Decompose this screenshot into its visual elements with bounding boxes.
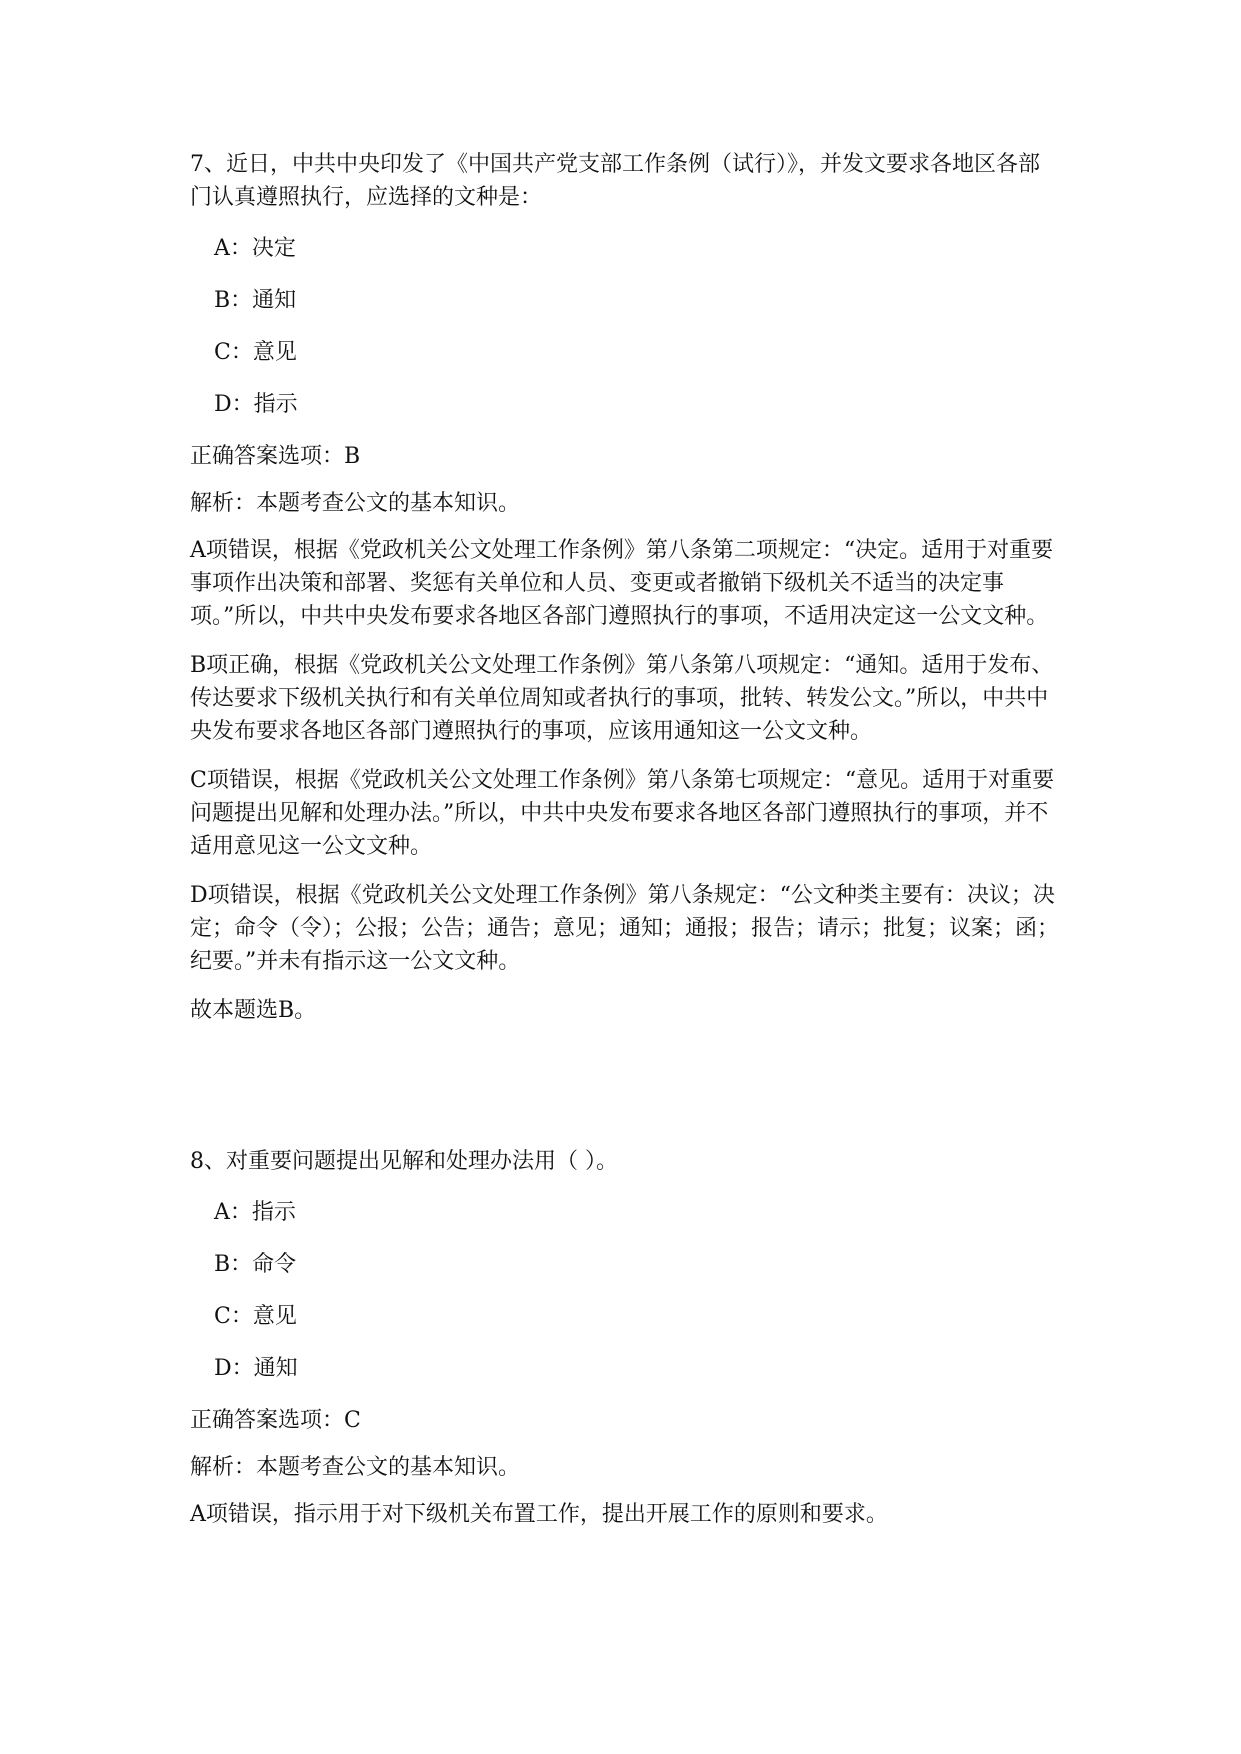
option-b — [190, 1248, 1060, 1282]
analysis-intro: 解析：本题考查公文的基本知识。 — [190, 491, 521, 516]
analysis-paragraph-c: C项错误，根据《党政机关公文处理工作条例》第八条第七项规定：“意见。适用于对重要问题提出见解和处理办法。”所以，中共中央发布要求各地区各部门遵照执行的事项，并不适用意见这一公文文种。 — [190, 768, 1055, 859]
option-text: 通知 — [252, 288, 297, 313]
option-d — [190, 1352, 1060, 1386]
question-7 — [190, 148, 1060, 1027]
question-text: 7、近日，中共中央印发了《中国共产党支部工作条例（试行）》，并发文要求各地区各部门认真遵照执行，应选择的文种是： — [190, 152, 1041, 210]
question-8 — [190, 1145, 1060, 1531]
option-a — [190, 1196, 1060, 1230]
option-text: 通知 — [253, 1356, 298, 1381]
analysis-intro: 解析：本题考查公文的基本知识。 — [190, 1455, 521, 1480]
option-list — [190, 1196, 1060, 1386]
option-b — [190, 284, 1060, 318]
option-text: 指示 — [253, 392, 298, 417]
option-text: 指示 — [251, 1200, 296, 1225]
option-a — [190, 232, 1060, 266]
option-text: 命令 — [252, 1252, 297, 1277]
correct-answer: 正确答案选项：B — [190, 444, 361, 469]
question-text: 8、对重要问题提出见解和处理办法用（ ）。 — [190, 1149, 618, 1174]
option-letter: A： — [214, 236, 252, 261]
analysis-paragraph-d: D项错误，根据《党政机关公文处理工作条例》第八条规定：“公文种类主要有：决议；决定；命令（令）；公报；公告；通告；意见；通知；通报；报告；请示；批复；议案；函；纪要。”并未有指示这一公文文种。 — [190, 883, 1060, 974]
document-page — [190, 148, 1060, 1547]
option-list — [190, 232, 1060, 422]
option-letter: B： — [214, 288, 253, 313]
option-letter: C： — [214, 340, 253, 365]
correct-answer: 正确答案选项：C — [190, 1408, 361, 1433]
option-letter: D： — [214, 392, 254, 417]
analysis-paragraph-a: A项错误，指示用于对下级机关布置工作，提出开展工作的原则和要求。 — [190, 1502, 888, 1527]
option-text: 意见 — [252, 1304, 297, 1329]
option-d — [190, 388, 1060, 422]
option-letter: B： — [214, 1252, 253, 1277]
option-letter: C： — [214, 1304, 253, 1329]
section-spacer — [190, 1041, 1060, 1145]
option-letter: D： — [214, 1356, 254, 1381]
conclusion: 故本题选B。 — [190, 998, 317, 1023]
analysis-paragraph-b: B项正确，根据《党政机关公文处理工作条例》第八条第八项规定：“通知。适用于发布、传达要求下级机关执行和有关单位周知或者执行的事项，批转、转发公文。”所以，中共中央发布要求各地区各部门遵照执行的事项，应该用通知这一公文文种。 — [190, 653, 1054, 744]
option-text: 决定 — [251, 236, 296, 261]
option-text: 意见 — [252, 340, 297, 365]
option-letter: A： — [214, 1200, 252, 1225]
analysis-paragraph-a: A项错误，根据《党政机关公文处理工作条例》第八条第二项规定：“决定。适用于对重要事项作出决策和部署、奖惩有关单位和人员、变更或者撤销下级机关不适当的决定事项。”所以，中共中央发布要求各地区各部门遵照执行的事项，不适用决定这一公文文种。 — [190, 538, 1054, 629]
option-c — [190, 336, 1060, 370]
option-c — [190, 1300, 1060, 1334]
